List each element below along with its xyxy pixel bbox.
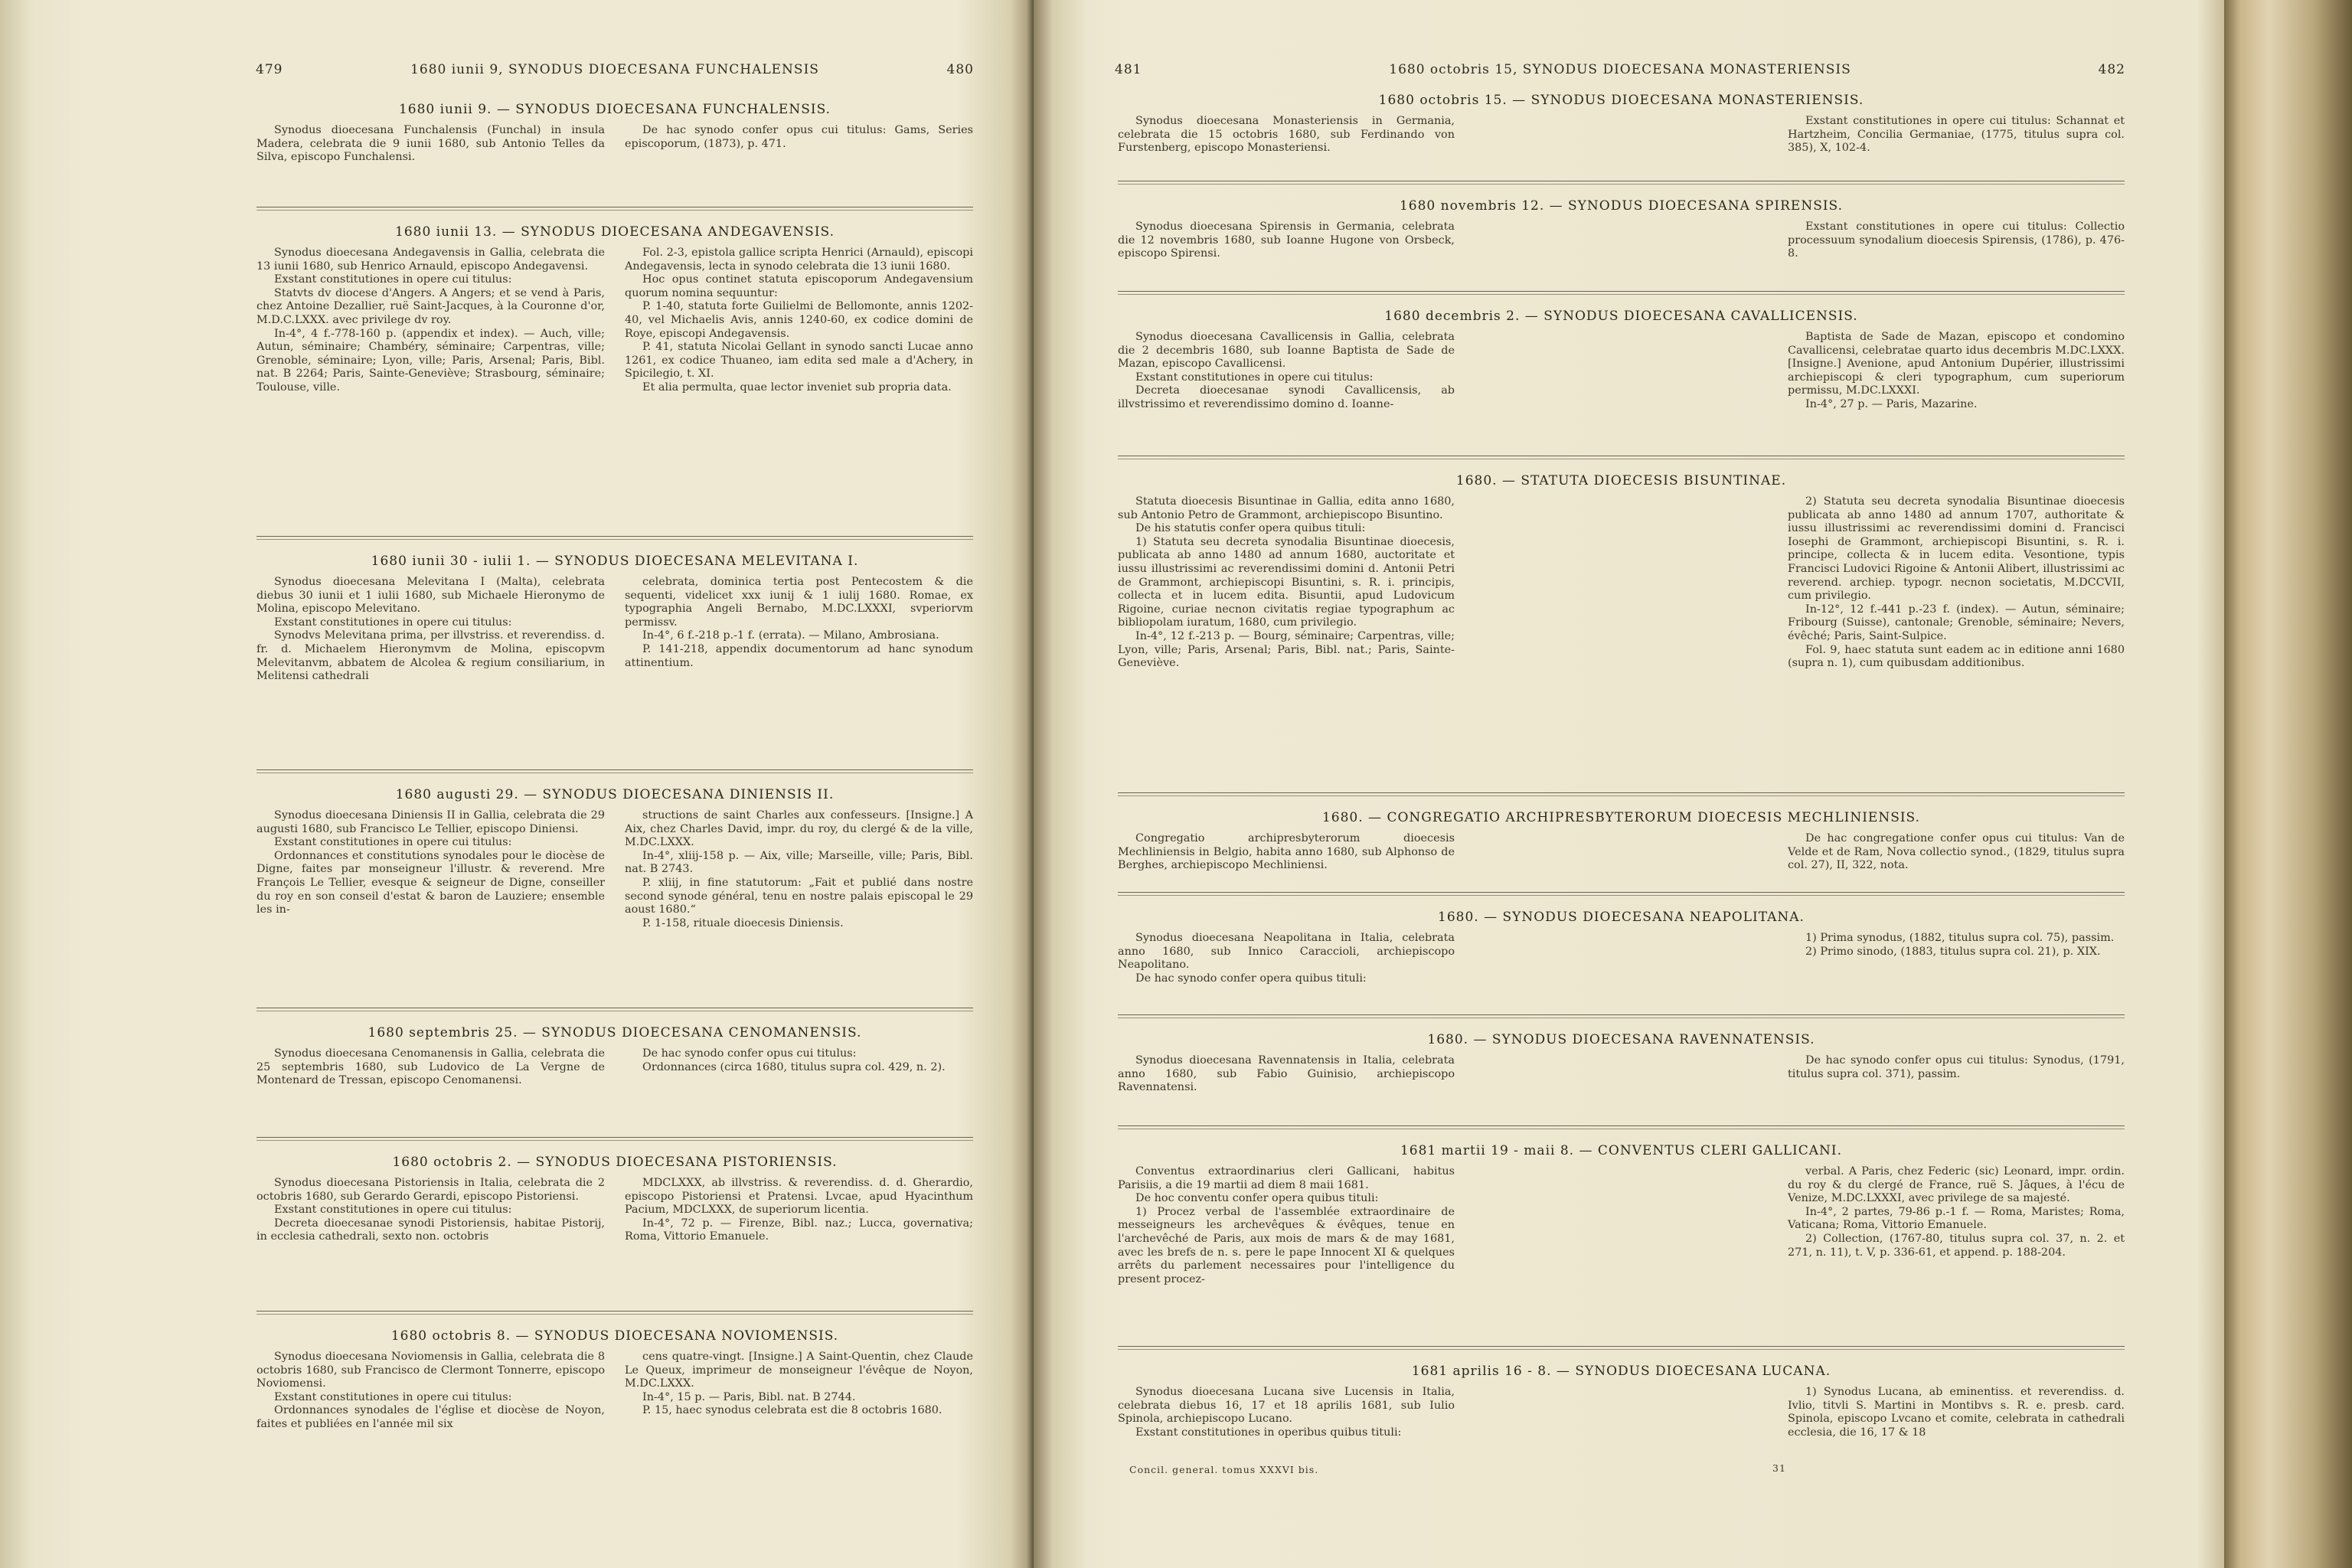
left-column — [256, 124, 605, 165]
paragraph: P. 41, statuta Nicolai Gellant in synodo sancti Lucae anno 1261, ex codice Thuaneo, iam edita sed male a d'Achery, in Spicilegio, t. XI. — [625, 341, 973, 381]
entry-title: 1680 octobris 8. — SYNODUS DIOECESANA NOVIOMENSIS. — [390, 1328, 839, 1344]
running-header — [1115, 58, 2125, 81]
paragraph: De hac synodo confer opus cui titulus: Synodus, (1791, titulus supra col. 371), passim. — [1788, 1054, 2125, 1080]
page-number: 482 — [2098, 62, 2125, 77]
section-divider — [1118, 1125, 2125, 1129]
paragraph: Exstant constitutiones in opere cui titulus: — [274, 1390, 512, 1403]
paragraph: P. 141-218, appendix documentorum ad hanc synodum attinentium. — [625, 642, 973, 669]
paragraph: Exstant constitutiones in operibus quibus tituli: — [1135, 1426, 1402, 1439]
header-title: 1680 iunii 9, SYNODUS DIOECESANA FUNCHALENSIS — [410, 62, 819, 77]
right-column — [625, 247, 973, 395]
right-column — [625, 576, 973, 684]
right-page — [1034, 0, 2224, 1568]
synod-entry — [256, 1326, 973, 1432]
right-column — [625, 124, 973, 165]
entry-columns — [1118, 832, 2125, 873]
synod-entry — [1118, 1030, 2125, 1095]
left-column — [256, 809, 605, 930]
paragraph: Synodus dioecesana Funchalensis (Funchal) in insula Madera, celebrata die 9 iunii 1680, sub Antonio Telles da Silva, episcopo Funchalensi. — [256, 124, 605, 164]
paragraph: Et alia permulta, quae lector inveniet sub propria data. — [642, 381, 952, 394]
entry-columns — [1118, 1386, 2125, 1439]
section-divider — [256, 1311, 973, 1315]
entry-title: 1680 septembris 25. — SYNODUS DIOECESANA CENOMANENSIS. — [368, 1025, 862, 1040]
entry-columns — [256, 576, 973, 684]
left-column — [256, 1177, 605, 1244]
section-divider — [256, 769, 973, 773]
entry-title: 1680. — SYNODUS DIOECESANA RAVENNATENSIS. — [1427, 1032, 1815, 1047]
paragraph: In-4°, xliij-158 p. — Aix, ville; Marseille, ville; Paris, Bibl. nat. B 2743. — [625, 849, 973, 876]
paragraph: Exstant constitutiones in opere cui titulus: — [274, 616, 512, 629]
synod-entry — [1118, 808, 2125, 873]
paragraph: 1) Synodus Lucana, ab eminentiss. et reverendiss. d. Ivlio, titvli S. Martini in Montibvs s. R. e. presb. card. Spinola, episcopo Lvcano et comite, celebrata in cathedrali ecclesia, die 16, 17 & 18 — [1788, 1386, 2125, 1439]
entry-title: 1680 octobris 2. — SYNODUS DIOECESANA PISTORIENSIS. — [392, 1155, 838, 1170]
paragraph: In-4°, 27 p. — Paris, Mazarine. — [1805, 397, 1978, 410]
right-column — [1788, 220, 2125, 261]
paragraph: De hac synodo confer opus cui titulus: — [642, 1047, 857, 1060]
paragraph: cens quatre-vingt. [Insigne.] A Saint-Quentin, chez Claude Le Queux, imprimeur de monseigneur l'évêque de Noyon, M.DC.LXXX. — [625, 1351, 973, 1390]
paragraph: Hoc opus continet statuta episcoporum Andegavensium quorum nomina sequuntur: — [625, 273, 973, 299]
paragraph: MDCLXXX, ab illvstriss. & reverendiss. d. d. Gherardio, episcopo Pistoriensi et Pratensi. Lvcae, apud Hyacinthum Pacium, MDCLXXX, de superiorum licentia. — [625, 1177, 973, 1217]
synod-entry — [1118, 1361, 2125, 1439]
entry-title: 1680. — SYNODUS DIOECESANA NEAPOLITANA. — [1438, 910, 1805, 925]
right-column — [1788, 832, 2125, 873]
paragraph: P. 1-158, rituale dioecesis Diniensis. — [642, 916, 844, 929]
left-column — [1118, 932, 1455, 985]
signature-mark: Concil. general. tomus XXXVI bis. — [1129, 1464, 1319, 1475]
entry-columns — [256, 124, 973, 165]
right-column — [1788, 331, 2125, 412]
paragraph: structions de saint Charles aux confesseurs. [Insigne.] A Aix, chez Charles David, impr. du roy, du clergé & de la ville, M.DC.LXXX. — [625, 809, 973, 849]
synod-entry — [256, 551, 973, 684]
section-divider — [1118, 456, 2125, 459]
paragraph: Baptista de Sade de Mazan, episcopo et condomino Cavallicensi, celebratae quarto idus decembris M.DC.LXXX. [Insigne.] Avenione, apud Antonium Dupérier, illustrissimi archiepiscopi & cleri typographum, cum superiorum permissu, M.DC.LXXXI. — [1788, 331, 2125, 397]
paragraph: De hac synodo confer opus cui titulus: Gams, Series episcoporum, (1873), p. 471. — [625, 124, 973, 150]
entry-columns — [1118, 331, 2125, 412]
right-column — [1788, 495, 2125, 671]
left-column — [1118, 220, 1455, 261]
synod-entry — [1118, 306, 2125, 412]
synod-entry — [1118, 1141, 2125, 1286]
paragraph: Synodus dioecesana Pistoriensis in Italia, celebrata die 2 octobris 1680, sub Gerardo Gerardi, episcopo Pistoriensi. — [256, 1177, 605, 1203]
page-number: 480 — [946, 62, 974, 77]
paragraph: 2) Collection, (1767-80, titulus supra col. 37, n. 2. et 271, n. 11), t. V, p. 336-61, et append. p. 188-204. — [1788, 1232, 2125, 1259]
paragraph: In-4°, 12 f.-213 p. — Bourg, séminaire; Carpentras, ville; Lyon, ville; Paris, Arsenal; Paris, Bibl. nat.; Paris, Sainte-Geneviève. — [1118, 629, 1455, 670]
right-column — [1788, 1165, 2125, 1286]
paragraph: Ordonnances synodales de l'église et diocèse de Noyon, faites et publiées en l'année mil six — [256, 1404, 605, 1430]
section-divider — [1118, 1014, 2125, 1018]
left-column — [1118, 115, 1455, 155]
right-column — [1788, 1054, 2125, 1095]
paragraph: De his statutis confer opera quibus tituli: — [1135, 522, 1366, 535]
paragraph: Statuta dioecesis Bisuntinae in Gallia, edita anno 1680, sub Antonio Petro de Grammont, archiepiscopo Bisuntino. — [1118, 495, 1455, 521]
section-divider — [256, 207, 973, 211]
left-column — [256, 1047, 605, 1088]
synod-entry — [1118, 90, 2125, 155]
paragraph: Exstant constitutiones in opere cui titulus: — [274, 836, 512, 849]
paragraph: P. xliij, in fine statutorum: „Fait et publié dans nostre second synode général, tenu en nostre palais episcopal le 29 aoust 1680.“ — [625, 876, 973, 916]
paragraph: Synodus dioecesana Ravennatensis in Italia, celebrata anno 1680, sub Fabio Guinisio, archiepiscopo Ravennatensi. — [1118, 1054, 1455, 1094]
entry-title: 1681 aprilis 16 - 8. — SYNODUS DIOECESANA LUCANA. — [1411, 1364, 1831, 1379]
entry-title: 1680 novembris 12. — SYNODUS DIOECESANA SPIRENSIS. — [1399, 198, 1844, 214]
paragraph: In-4°, 2 partes, 79-86 p.-1 f. — Roma, Maristes; Roma, Vaticana; Roma, Vittorio Emanuele. — [1788, 1205, 2125, 1232]
entry-columns — [256, 1351, 973, 1432]
paragraph: Exstant constitutiones in opere cui titulus: — [274, 1204, 512, 1217]
right-column — [625, 1177, 973, 1244]
entry-title: 1680 decembris 2. — SYNODUS DIOECESANA CAVALLICENSIS. — [1384, 309, 1858, 324]
page-number: 481 — [1115, 62, 1142, 77]
section-divider — [1118, 892, 2125, 896]
paragraph: Synodus dioecesana Spirensis in Germania, celebrata die 12 novembris 1680, sub Ioanne Hugone von Orsbeck, episcopo Spirensi. — [1118, 220, 1455, 260]
paragraph: De hac congregatione confer opus cui titulus: Van de Velde et de Ram, Nova collectio synod., (1829, titulus supra col. 27), II, 322, nota. — [1788, 832, 2125, 872]
right-column — [625, 1351, 973, 1432]
paragraph: De hac synodo confer opera quibus tituli: — [1135, 972, 1367, 985]
entry-title: 1680 octobris 15. — SYNODUS DIOECESANA MONASTERIENSIS. — [1378, 93, 1864, 108]
paragraph: In-4°, 72 p. — Firenze, Bibl. naz.; Lucca, governativa; Roma, Vittorio Emanuele. — [625, 1217, 973, 1243]
paragraph: 1) Statuta seu decreta synodalia Bisuntinae dioecesis, publicata ab anno 1480 ad annum 1680, auctoritate et iussu illustrissimi ac reverendissimi domini d. Antonii Petri de Grammont, archiepiscopi Bisuntini, s. R. i. principis, collecta et in lucem edita. Bisuntii, apud Ludovicum Rigoine, curiae necnon civitatis regiae typographum ac bibliopolam iuratum, 1680, cum privilegio. — [1118, 535, 1455, 629]
paragraph: 1) Prima synodus, (1882, titulus supra col. 75), passim. — [1805, 932, 2115, 944]
section-divider — [1118, 1346, 2125, 1350]
right-column — [1788, 115, 2125, 155]
entry-columns — [1118, 115, 2125, 155]
entry-title: 1680. — CONGREGATIO ARCHIPRESBYTERORUM DIOECESIS MECHLINIENSIS. — [1321, 810, 1921, 825]
paragraph: Synodus dioecesana Noviomensis in Gallia, celebrata die 8 octobris 1680, sub Francisco de Clermont Tonnerre, episcopo Noviomensi. — [256, 1351, 605, 1390]
paragraph: celebrata, dominica tertia post Pentecostem & die sequenti, videlicet xxx iunij & 1 iulij 1680. Romae, ex typographia Angeli Bernabo, M.DC.LXXXI, svperiorvm permissv. — [625, 576, 973, 629]
entry-columns — [1118, 1054, 2125, 1095]
left-column — [256, 247, 605, 395]
entry-columns — [256, 1047, 973, 1088]
entry-title: 1680 augusti 29. — SYNODUS DIOECESANA DINIENSIS II. — [395, 787, 835, 802]
right-column — [1788, 932, 2125, 985]
section-divider — [1118, 291, 2125, 295]
paragraph: 1) Procez verbal de l'assemblée extraordinaire de messeigneurs les archevêques & évêques, tenue en l'archevêché de Paris, aux mois de mars & de may 1681, avec les brefs de n. s. pere le pape Innocent XI & quelques arrêts du parlement necessaires pour l'intelligence du present procez- — [1118, 1205, 1455, 1285]
paragraph: Exstant constitutiones in opere cui titulus: — [274, 273, 512, 286]
section-divider — [1118, 181, 2125, 185]
synod-entry — [256, 1152, 973, 1244]
paragraph: Ordonnances (circa 1680, titulus supra col. 429, n. 2). — [642, 1060, 946, 1073]
paragraph: Ordonnances et constitutions synodales pour le diocèse de Digne, faites par monseigneur l'illustr. & reverend. Mre François Le Tellier, evesque & seigneur de Digne, conseiller du roy en son conseil d'estat & baron de Lauziere; ensemble les in- — [256, 849, 605, 916]
paragraph: verbal. A Paris, chez Federic (sic) Leonard, impr. ordin. du roy & du clergé de France, ruë S. Jâques, à l'écu de Venize, M.DC.LXXXI, avec privilege de sa majesté. — [1788, 1165, 2125, 1205]
paragraph: Synodus dioecesana Andegavensis in Gallia, celebrata die 13 iunii 1680, sub Henrico Arnauld, episcopo Andegavensi. — [256, 247, 605, 273]
paragraph: Exstant constitutiones in opere cui titulus: — [1135, 371, 1374, 384]
paragraph: Statvts dv diocese d'Angers. A Angers; et se vend à Paris, chez Antoine Dezallier, ruë Saint-Jacques, à la Couronne d'or, M.D.C.LXXX. avec privilege dv roy. — [256, 286, 605, 326]
entry-columns — [1118, 932, 2125, 985]
entry-columns — [256, 247, 973, 395]
paragraph: Exstant constitutiones in opere cui titulus: Schannat et Hartzheim, Concilia Germaniae, (1775, titulus supra col. 385), X, 102-4. — [1788, 115, 2125, 155]
synod-entry — [1118, 471, 2125, 671]
entry-title: 1680 iunii 9. — SYNODUS DIOECESANA FUNCHALENSIS. — [398, 102, 831, 117]
left-column — [1118, 1386, 1455, 1439]
sheet-number: 31 — [1772, 1462, 1786, 1474]
entry-title: 1680. — STATUTA DIOECESIS BISUNTINAE. — [1455, 473, 1787, 488]
synod-entry — [256, 100, 973, 165]
paragraph: Fol. 9, haec statuta sunt eadem ac in editione anni 1680 (supra n. 1), cum quibusdam additionibus. — [1788, 643, 2125, 670]
left-column — [1118, 331, 1455, 412]
paragraph: Synodus dioecesana Cenomanensis in Gallia, celebrata die 25 septembris 1680, sub Ludovico de La Vergne de Montenard de Tressan, episcopo Cenomanensi. — [256, 1047, 605, 1087]
page-number: 479 — [256, 62, 283, 77]
running-header — [256, 58, 974, 81]
paragraph: In-4°, 4 f.-778-160 p. (appendix et index). — Auch, ville; Autun, séminaire; Chambéry, séminaire; Carpentras, ville; Grenoble, séminaire; Lyon, ville; Paris, Arsenal; Paris, Bibl. nat. B 2264; Paris, Sainte-Geneviève; Strasbourg, séminaire; Toulouse, ville. — [256, 327, 605, 394]
section-divider — [256, 536, 973, 540]
right-column — [625, 809, 973, 930]
entry-columns — [1118, 1165, 2125, 1286]
entry-columns — [256, 809, 973, 930]
paragraph: In-12°, 12 f.-441 p.-23 f. (index). — Autun, séminaire; Fribourg (Suisse), cantonale; Grenoble, séminaire; Nevers, évêché; Paris, Saint-Sulpice. — [1788, 603, 2125, 642]
header-title: 1680 octobris 15, SYNODUS DIOECESANA MONASTERIENSIS — [1389, 62, 1851, 77]
paragraph: Decreta dioecesanae synodi Cavallicensis, ab illvstrissimo et reverendissimo domino d. Ioanne- — [1118, 384, 1455, 410]
synod-entry — [256, 785, 973, 930]
left-column — [1118, 1054, 1455, 1095]
paragraph: Synodus dioecesana Neapolitana in Italia, celebrata anno 1680, sub Innico Caraccioli, archiepiscopo Neapolitano. — [1118, 932, 1455, 972]
paragraph: Fol. 2-3, epistola gallice scripta Henrici (Arnauld), episcopi Andegavensis, lecta in synodo celebrata die 13 iunii 1680. — [625, 247, 973, 273]
right-column — [1788, 1386, 2125, 1439]
paragraph: Synodus dioecesana Melevitana I (Malta), celebrata diebus 30 iunii et 1 iulii 1680, sub Michaele Hieronymo de Molina, episcopo Melevitano. — [256, 576, 605, 616]
left-column — [256, 1351, 605, 1432]
synod-entry — [1118, 907, 2125, 985]
entry-title: 1681 martii 19 - maii 8. — CONVENTUS CLERI GALLICANI. — [1400, 1143, 1843, 1158]
paragraph: Synodus dioecesana Diniensis II in Gallia, celebrata die 29 augusti 1680, sub Francisco Le Tellier, episcopo Diniensi. — [256, 809, 605, 835]
left-column — [1118, 495, 1455, 671]
section-divider — [256, 1137, 973, 1141]
right-column — [625, 1047, 973, 1088]
paragraph: In-4°, 15 p. — Paris, Bibl. nat. B 2744. — [642, 1390, 856, 1403]
paragraph: Exstant constitutiones in opere cui titulus: Collectio processuum synodalium dioecesis Spirensis, (1786), p. 476-8. — [1788, 220, 2125, 260]
entry-title: 1680 iunii 13. — SYNODUS DIOECESANA ANDEGAVENSIS. — [395, 224, 835, 240]
paragraph: In-4°, 6 f.-218 p.-1 f. (errata). — Milano, Ambrosiana. — [642, 629, 939, 642]
paragraph: Synodus dioecesana Monasteriensis in Germania, celebrata die 15 octobris 1680, sub Ferdinando von Furstenberg, episcopo Monasteriensi. — [1118, 115, 1455, 155]
entry-columns — [1118, 495, 2125, 671]
section-divider — [256, 1008, 973, 1011]
entry-title: 1680 iunii 30 - iulii 1. — SYNODUS DIOECESANA MELEVITANA I. — [371, 554, 859, 569]
paragraph: P. 15, haec synodus celebrata est die 8 octobris 1680. — [642, 1404, 942, 1417]
left-column — [1118, 1165, 1455, 1286]
left-column — [256, 576, 605, 684]
left-page — [0, 0, 1034, 1568]
paragraph: P. 1-40, statuta forte Guilielmi de Bellomonte, annis 1202-40, vel Michaelis Avis, annis 1240-60, ex codice domini de Roye, episcopi Andegavensis. — [625, 300, 973, 340]
paragraph: Conventus extraordinarius cleri Gallicani, habitus Parisiis, a die 19 martii ad diem 8 maii 1681. — [1118, 1165, 1455, 1191]
synod-entry — [256, 1023, 973, 1088]
paragraph: Synodvs Melevitana prima, per illvstriss. et reverendiss. d. fr. d. Michaelem Hieronymvm de Molina, episcopvm Melevitanvm, abbatem de Alcolea & regium consiliarium, in Melitensi cathedrali — [256, 629, 605, 683]
left-column — [1118, 832, 1455, 873]
entry-columns — [256, 1177, 973, 1244]
paragraph: De hoc conventu confer opera quibus tituli: — [1135, 1192, 1379, 1205]
paragraph: Congregatio archipresbyterorum dioecesis Mechliniensis in Belgio, habita anno 1680, sub Alphonso de Berghes, archiepiscopo Mechliniensi. — [1118, 832, 1455, 872]
paragraph: 2) Primo sinodo, (1883, titulus supra col. 21), p. XIX. — [1805, 945, 2101, 958]
paragraph: Synodus dioecesana Cavallicensis in Gallia, celebrata die 2 decembris 1680, sub Ioanne Baptista de Sade de Mazan, episcopo Cavallicensi. — [1118, 331, 1455, 371]
paragraph: 2) Statuta seu decreta synodalia Bisuntinae dioecesis publicata ab anno 1480 ad annum 1707, authoritate & iussu illustrissimi ac reverendissimi domini d. Francisci Iosephi de Grammont, archiepiscopi Bisuntini, s. R. i. principe, collecta & in lucem edita. Vesontione, typis Francisci Ludovici Rigoine & Antonii Alibert, illustrissimi ac reverend. archiep. typogr. necnon societatis, M.DCCVII, cum privilegio. — [1788, 495, 2125, 603]
entry-columns — [1118, 220, 2125, 261]
section-divider — [1118, 792, 2125, 796]
book-page-edges — [2224, 0, 2352, 1568]
synod-entry — [1118, 196, 2125, 261]
paragraph: Decreta dioecesanae synodi Pistoriensis, habitae Pistorij, in ecclesia cathedrali, sexto non. octobris — [256, 1217, 605, 1243]
synod-entry — [256, 222, 973, 395]
paragraph: Synodus dioecesana Lucana sive Lucensis in Italia, celebrata diebus 16, 17 et 18 aprilis 1681, sub Iulio Spinola, archiepiscopo Lucano. — [1118, 1386, 1455, 1426]
